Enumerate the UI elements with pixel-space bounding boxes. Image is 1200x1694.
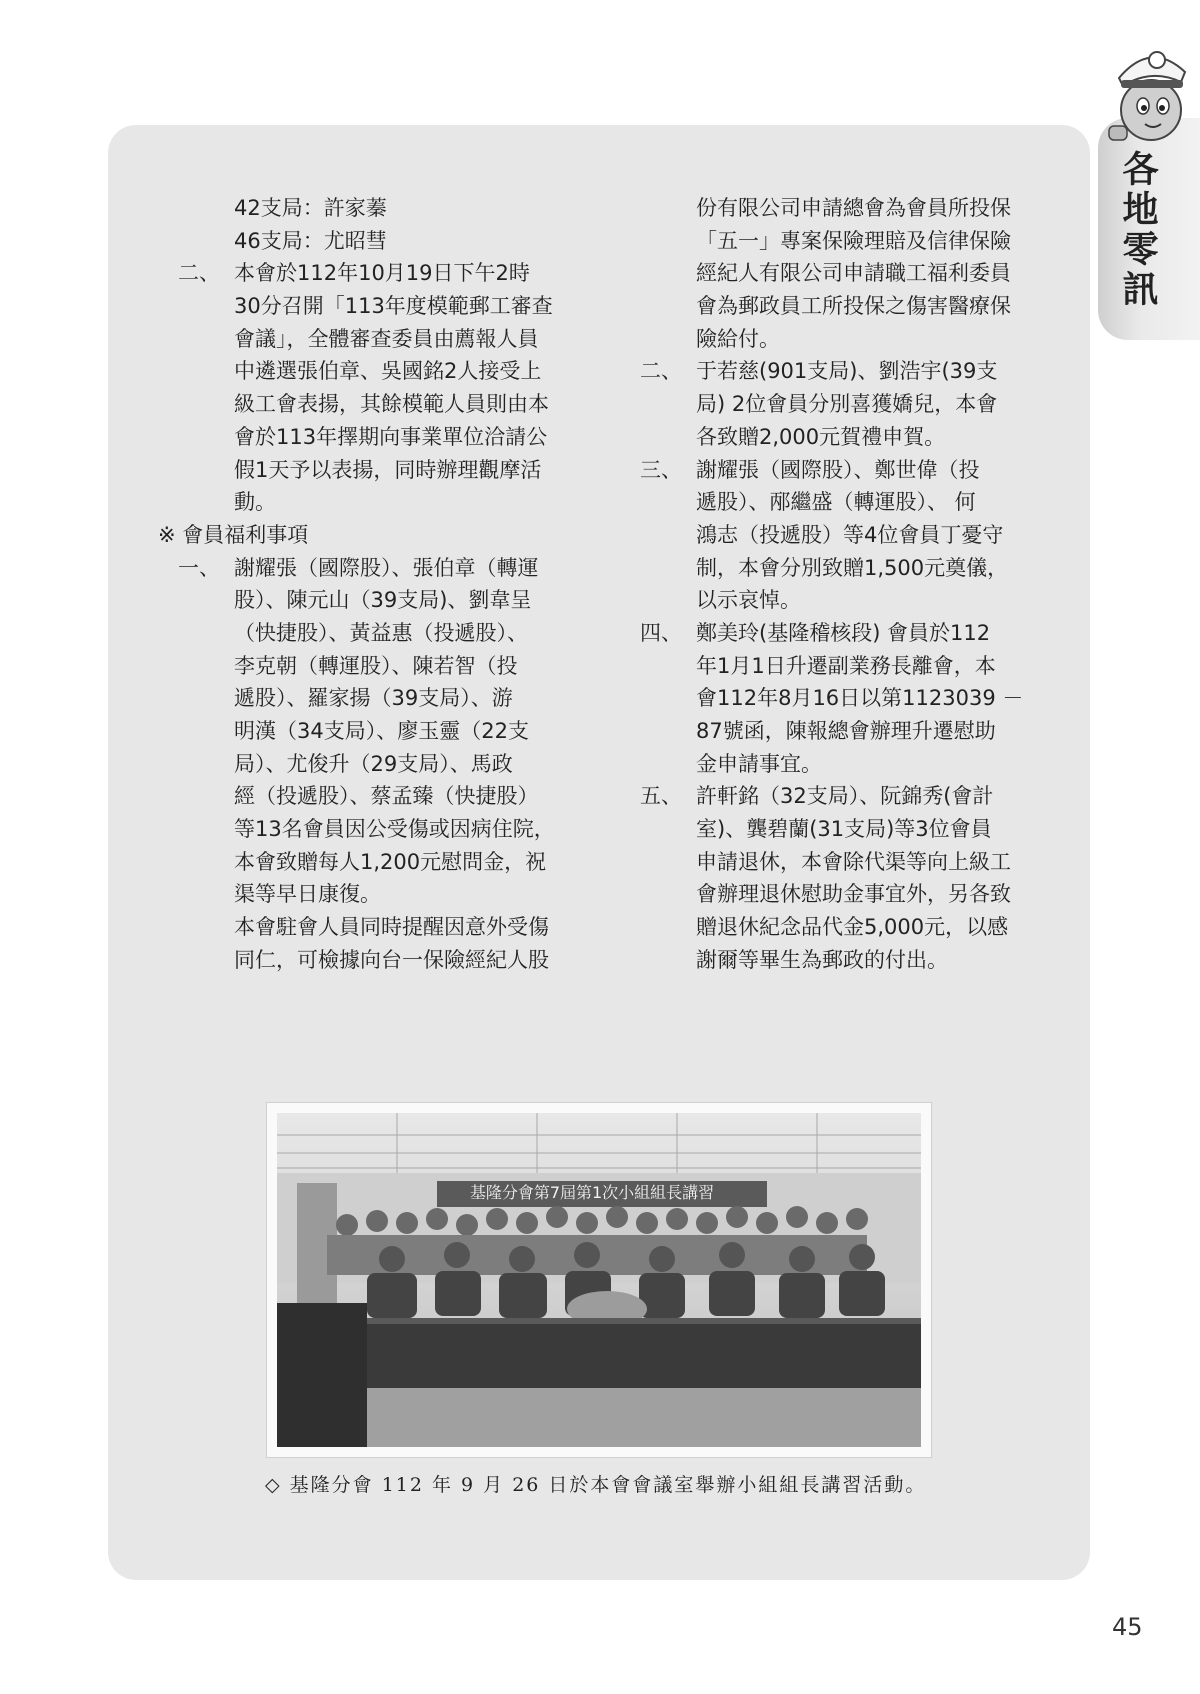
list-item-marker: 二、 — [178, 261, 220, 286]
list-item-marker: 三、 — [640, 457, 682, 482]
list-item-line: 本會致贈每人1,200元慰問金，祝 — [234, 849, 547, 874]
list-item-line: 會112年8月16日以第1123039 － — [696, 686, 1024, 711]
list-item-line: 中遴選張伯章、吳國銘2人接受上 — [234, 359, 542, 384]
list-item — [150, 257, 590, 519]
list-item-line: 鄭美玲(基隆稽核段) 會員於112 — [696, 620, 991, 645]
list-item-line: 局) 2位會員分別喜獲嬌兒，本會 — [696, 392, 998, 417]
list-item-line: 股）、陳元山（39支局)、劉韋呈 — [234, 588, 532, 613]
list-item-line: 會議」，全體審查委員由薦報人員 — [234, 326, 539, 351]
paragraph-line: 46支局：尤昭彗 — [234, 228, 387, 253]
list-item-line: 渠等早日康復。 — [234, 882, 381, 907]
list-item-line: 贈退休紀念品代金5,000元，以感 — [696, 915, 1009, 940]
list-item-line: 遞股）、邴繼盛（轉運股）、 何 — [696, 490, 976, 515]
list-item-line: 謝耀張（國際股）、鄭世偉（投 — [696, 457, 980, 482]
list-item-line: 申請退休，本會除代渠等向上級工 — [696, 849, 1011, 874]
left-text-column — [150, 192, 590, 977]
paragraph-line: 本會駐會人員同時提醒因意外受傷 — [234, 915, 549, 940]
list-item-line: 遞股）、羅家揚（39支局）、游 — [234, 686, 513, 711]
list-item-line: 金申請事宜。 — [696, 751, 822, 776]
list-item-line: 本會於112年10月19日下午2時 — [234, 261, 530, 286]
list-item-line: 室)、龔碧蘭(31支局)等3位會員 — [696, 817, 992, 842]
right-text-column — [612, 192, 1052, 977]
list-item-line: 各致贈2,000元賀禮申賀。 — [696, 424, 946, 449]
section-heading: ※ 會員福利事項 — [158, 522, 309, 547]
list-item-line: 許軒銘（32支局）、阮錦秀(會計 — [696, 784, 994, 809]
list-item-line: 30分召開「113年度模範郵工審查 — [234, 294, 553, 319]
paragraph-line: 「五一」專案保險理賠及信律保險 — [696, 228, 1011, 253]
list-item-line: 動。 — [234, 490, 276, 515]
list-item-marker: 四、 — [640, 620, 682, 645]
paragraph-line: 會為郵政員工所投保之傷害醫療保 — [696, 294, 1011, 319]
list-item-line: 假1天予以表揚，同時辦理觀摩活 — [234, 457, 542, 482]
list-item — [612, 355, 1052, 453]
list-item-line: 年1月1日升遷副業務長離會，本 — [696, 653, 996, 678]
list-item-marker: 一、 — [178, 555, 220, 580]
paragraph-line: 險給付。 — [696, 326, 780, 351]
group-photo-image — [277, 1113, 921, 1447]
paragraph-line: 經紀人有限公司申請職工福利委員 — [696, 261, 1011, 286]
list-item-line: 級工會表揚，其餘模範人員則由本 — [234, 392, 549, 417]
photo-caption: ◇ 基隆分會 112 年 9 月 26 日於本會會議室舉辦小組組長講習活動。 — [265, 1474, 927, 1496]
paragraph-line: 同仁，可檢據向台一保險經紀人股 — [234, 947, 549, 972]
list-item-line: 謝耀張（國際股）、張伯章（轉運 — [234, 555, 539, 580]
list-item-line: 明漢（34支局）、廖玉靈（22支 — [234, 719, 529, 743]
list-item-marker: 二、 — [640, 359, 682, 384]
list-item-line: 87號函，陳報總會辦理升遷慰助 — [696, 719, 996, 743]
list-item — [612, 617, 1052, 780]
list-item-line: 局）、尤俊升（29支局）、馬政 — [234, 751, 513, 776]
photo-banner-text: 基隆分會第7屆第1次小組組長講習 — [469, 1183, 715, 1202]
list-item-line: 李克朝（轉運股）、陳若智（投 — [234, 653, 518, 678]
list-item-line: 會於113年擇期向事業單位洽請公 — [234, 424, 548, 449]
paragraph-line: 42支局：許家蓁 — [234, 196, 387, 220]
list-item-line: 以示哀悼。 — [696, 588, 801, 613]
list-item — [612, 454, 1052, 617]
list-item — [612, 780, 1052, 976]
list-item-line: 制，本會分別致贈1,500元奠儀， — [696, 555, 1009, 580]
list-item-line: （快捷股）、黃益惠（投遞股）、 — [234, 620, 528, 645]
photo-frame — [267, 1103, 931, 1457]
postman-mascot-icon — [1105, 38, 1191, 146]
paragraph-line: 份有限公司申請總會為會員所投保 — [696, 196, 1011, 220]
group-photo — [277, 1113, 921, 1447]
list-item-line: 鴻志（投遞股）等4位會員丁憂守 — [696, 522, 1004, 547]
list-item-line: 謝爾等畢生為郵政的付出。 — [696, 947, 948, 972]
list-item-line: 等13名會員因公受傷或因病住院， — [234, 817, 555, 842]
list-item-line: 于若慈(901支局)、劉浩宇(39支 — [696, 359, 998, 384]
section-title: 各地零訊 — [1117, 150, 1159, 310]
list-item — [150, 552, 590, 912]
list-item-line: 會辦理退休慰助金事宜外，另各致 — [696, 882, 1011, 907]
list-item-marker: 五、 — [640, 784, 682, 809]
list-item-line: 經（投遞股）、蔡孟臻（快捷股） — [234, 784, 539, 809]
page-number: 45 — [1112, 1613, 1143, 1641]
